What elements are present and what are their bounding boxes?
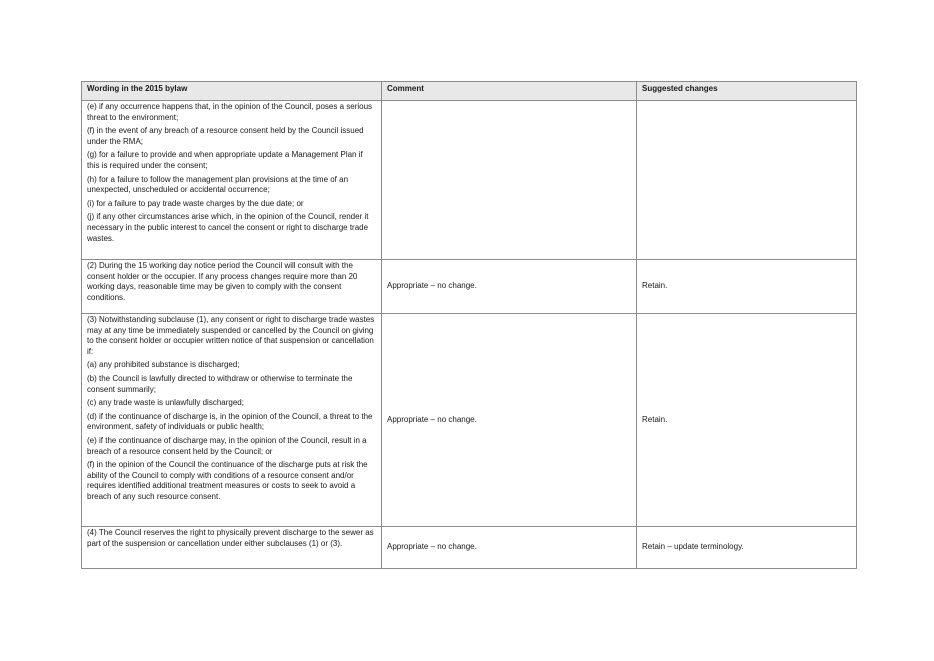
bylaw-review-table [81, 81, 857, 569]
clause-text: (e) if the continuance of discharge may, in the opinion of the Council, result in a breach of a resource consent held by the Council; or [87, 435, 367, 456]
suggested-changes-cell: Retain. [637, 260, 857, 314]
clause-text: (j) if any other circumstances arise which, in the opinion of the Council, render it necessary in the public interest to cancel the consent or right to discharge trade wastes. [87, 212, 369, 243]
header-wording: Wording in the 2015 bylaw [82, 82, 382, 101]
comment-cell [382, 101, 637, 260]
table-header-row [82, 82, 857, 101]
header-suggested-changes: Suggested changes [637, 82, 857, 101]
clause-text: (d) if the continuance of discharge is, in the opinion of the Council, a threat to the environment, safety of individuals or public health; [87, 411, 373, 432]
header-comment: Comment [382, 82, 637, 101]
comment-cell: Appropriate – no change. [382, 314, 637, 527]
wording-cell [82, 260, 382, 314]
table-row [82, 101, 857, 260]
wording-cell [82, 314, 382, 527]
clause-text: (h) for a failure to follow the management plan provisions at the time of an unexpected, unscheduled or accidental occurrence; [87, 174, 349, 195]
clause-text: (g) for a failure to provide and when appropriate update a Management Plan if this is required under the consent; [87, 150, 363, 170]
clause-text: (b) the Council is lawfully directed to withdraw or otherwise to terminate the consent summarily; [87, 373, 353, 394]
suggested-changes-cell: Retain. [637, 314, 857, 527]
table-row [82, 260, 857, 314]
table-row [82, 527, 857, 569]
suggested-changes-cell: Retain – update terminology. [637, 527, 857, 569]
clause-text: (4) The Council reserves the right to physically prevent discharge to the sewer as part of the suspension or cancellation under either subclauses (1) or (3). [87, 528, 374, 548]
suggested-changes-cell [637, 101, 857, 260]
clause-text: (f) in the event of any breach of a resource consent held by the Council issued under the RMA; [87, 126, 364, 146]
comment-cell: Appropriate – no change. [382, 527, 637, 569]
clause-text: (e) if any occurrence happens that, in the opinion of the Council, poses a serious threat to the environment; [87, 102, 373, 122]
clause-text: (i) for a failure to pay trade waste charges by the due date; or [87, 198, 304, 208]
clause-text: (3) Notwithstanding subclause (1), any consent or right to discharge trade wastes may at any time be immediately suspended or cancelled by the Council on giving to the consent holder or occupier written notice of that suspension or cancellation if: [87, 315, 375, 356]
clause-text: (f) in the opinion of the Council the continuance of the discharge puts at risk the ability of the Council to comply with conditions of a resource consent and/or requires identified additional treatment measures or costs to seek to avoid a breach of any such resource consent. [87, 460, 368, 501]
comment-cell: Appropriate – no change. [382, 260, 637, 314]
wording-cell [82, 527, 382, 569]
clause-text: (c) any trade waste is unlawfully discharged; [87, 398, 244, 408]
wording-cell [82, 101, 382, 260]
clause-text: (a) any prohibited substance is discharged; [87, 360, 240, 370]
table-row [82, 314, 857, 527]
clause-text: (2) During the 15 working day notice period the Council will consult with the consent holder or the occupier. If any process changes require more than 20 working days, reasonable time may be given to comply with the consent conditions. [87, 261, 358, 302]
